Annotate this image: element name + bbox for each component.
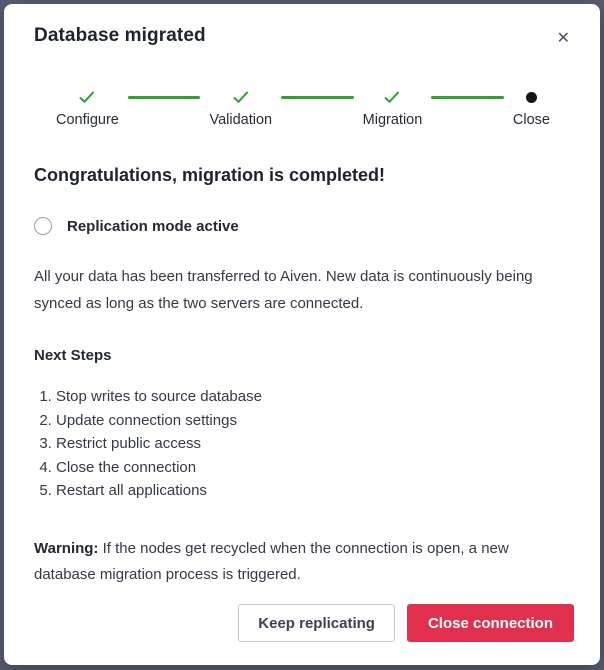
step-label: Configure — [56, 112, 119, 128]
list-item: 3. Restrict public access — [56, 432, 570, 456]
dialog-header — [4, 4, 600, 51]
dialog-footer — [4, 604, 600, 665]
check-icon — [384, 88, 400, 106]
close-icon[interactable]: ✕ — [553, 27, 574, 51]
congratulations-heading: Congratulations, migration is completed! — [34, 165, 386, 185]
step-migration — [363, 88, 423, 128]
list-item: 5. Restart all applications — [56, 479, 570, 503]
check-icon — [233, 88, 249, 106]
current-step-dot-icon — [526, 88, 537, 106]
step-validation — [209, 88, 272, 128]
step-label: Close — [512, 112, 550, 128]
next-steps-list — [34, 385, 570, 503]
warning-text — [34, 536, 570, 588]
warning-label: Warning: — [34, 539, 99, 557]
keep-replicating-button[interactable]: Keep replicating — [238, 604, 395, 642]
replication-mode-option[interactable] — [34, 217, 570, 235]
check-icon — [79, 88, 95, 106]
stepper-connector — [281, 96, 354, 99]
transfer-description: All your data has been transferred to Aiven. New data is continuously being synced as long as the two servers are connected. — [34, 268, 533, 312]
stepper-connector — [128, 96, 201, 99]
dialog-title: Database migrated — [34, 25, 206, 46]
radio-button[interactable] — [34, 217, 52, 235]
database-migrated-dialog — [4, 4, 600, 665]
migration-stepper — [56, 88, 550, 128]
stepper-connector — [431, 96, 504, 99]
step-label: Migration — [362, 112, 423, 128]
dialog-body — [4, 128, 600, 604]
list-item: 2. Update connection settings — [56, 409, 570, 433]
step-label: Validation — [209, 112, 273, 128]
step-close — [513, 88, 550, 128]
radio-label: Replication mode active — [67, 217, 239, 235]
list-item: 4. Close the connection — [56, 456, 570, 480]
list-item: 1. Stop writes to source database — [56, 385, 570, 409]
warning-body: If the nodes get recycled when the connection is open, a new database migration process is triggered. — [34, 539, 509, 583]
next-steps-heading: Next Steps — [34, 347, 112, 364]
close-connection-button[interactable]: Close connection — [407, 604, 574, 642]
step-configure — [56, 88, 119, 128]
